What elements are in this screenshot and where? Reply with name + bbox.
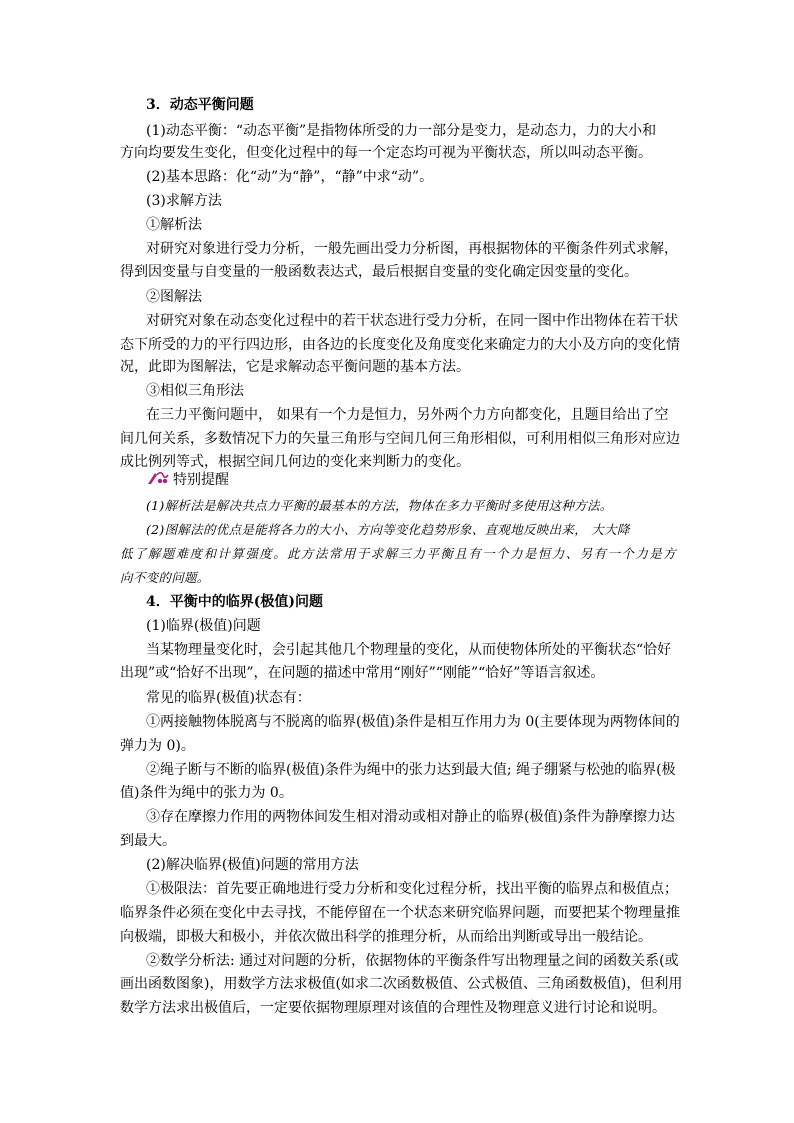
critical-state-1-line2: 弹力为 0)。 <box>120 738 195 754</box>
limit-method-line1: ①极限法：首先要正确地进行受力分析和变化过程分析，找出平衡的临界点和极值点； <box>146 881 678 897</box>
critical-problem-subtitle: (1)临界(极值)问题 <box>146 618 261 634</box>
method-analytic-line1: 对研究对象进行受力分析，一般先画出受力分析图，再根据物体的平衡条件列式求解， <box>146 241 678 257</box>
section-3-title: 3．动态平衡问题 <box>146 97 254 113</box>
critical-state-3-line1: ③存在摩擦力作用的两物体间发生相对滑动或相对静止的临界(极值)条件为静摩擦力达 <box>146 809 675 825</box>
critical-problem-line2: 出现”或“恰好不出现”，在问题的描述中常用“刚好”“刚能”“恰好”等语言叙述。 <box>120 665 605 681</box>
tip-note-2-line2: 低了解题难度和计算强度。此方法常用于求解三力平衡且有一个力是恒力、另有一个力是方 <box>120 546 676 561</box>
critical-state-1-line1: ①两接触物体脱离与不脱离的临界(极值)条件是相互作用力为 0(主要体现为两物体间的 <box>146 714 680 730</box>
method-graphic-line3: 况，此即为图解法，它是求解动态平衡问题的基本方法。 <box>120 359 470 375</box>
method-graphic-line2: 态下所受的力的平行四边形，由各边的长度变化及角度变化来确定力的大小及方向的变化情 <box>120 337 680 353</box>
tip-note-1: (1)解析法是解决共点力平衡的最基本的方法，物体在多力平衡时多使用这种方法。 <box>146 498 613 513</box>
math-method-line2: 画出函数图象)，用数学方法求极值(如求二次函数极值、公式极值、三角函数极值)，但利用 <box>120 976 683 992</box>
method-analytic-title: ①解析法 <box>146 217 202 233</box>
tip-note-2-line3: 向不变的问题。 <box>120 570 210 585</box>
paragraph-dynamic-balance-line2: 方向均要发生变化，但变化过程中的每一个定态均可视为平衡状态，所以叫动态平衡。 <box>120 145 652 161</box>
pencil-tip-icon <box>146 470 170 486</box>
critical-state-2-line1: ②绳子断与不断的临界(极值)条件为绳中的张力达到最大值; 绳子绷紧与松弛的临界(极 <box>146 762 676 778</box>
method-graphic-title: ②图解法 <box>146 289 202 305</box>
math-method-line1: ②数学分析法: 通过对问题的分析，依据物体的平衡条件写出物理量之间的函数关系(或 <box>146 953 679 969</box>
limit-method-line3: 向极端，即极大和极小，并依次做出科学的推理分析，从而给出判断或导出一般结论。 <box>120 929 652 945</box>
method-similar-triangle-line2: 间几何关系，多数情况下力的矢量三角形与空间几何三角形相似，可利用相似三角形对应边 <box>120 431 680 447</box>
tip-note-2-line1: (2)图解法的优点是能将各力的大小、方向等变化趋势形象、直观地反映出来， 大大降 <box>146 522 630 537</box>
method-analytic-line2: 得到因变量与自变量的一般函数表达式，最后根据自变量的变化确定因变量的变化。 <box>120 264 638 280</box>
method-similar-triangle-line3: 成比例列等式，根据空间几何边的变化来判断力的变化。 <box>120 454 470 470</box>
method-graphic-line1: 对研究对象在动态变化过程中的若干状态进行受力分析，在同一图中作出物体在若干状 <box>146 313 678 329</box>
critical-state-2-line2: 值)条件为绳中的张力为 0。 <box>120 785 293 801</box>
paragraph-basic-idea: (2)基本思路：化“动”为“静”，“静”中求“动”。 <box>146 169 434 185</box>
paragraph-dynamic-balance-line1: (1)动态平衡：“动态平衡”是指物体所受的力一部分是变力，是动态力，力的大小和 <box>146 123 657 139</box>
paragraph-solve-methods: (3)求解方法 <box>146 193 222 209</box>
method-similar-triangle-line1: 在三力平衡问题中， 如果有一个力是恒力，另外两个力方向都变化，且题目给出了空 <box>146 407 669 423</box>
tip-label: 特别提醒 <box>173 472 229 488</box>
limit-method-line2: 临界条件必须在变化中去寻找，不能停留在一个状态来研究临界问题，而要把某个物理量推 <box>120 905 680 921</box>
method-similar-triangle-title: ③相似三角形法 <box>146 383 244 399</box>
common-critical-states: 常见的临界(极值)状态有： <box>146 690 311 706</box>
solution-methods-subtitle: (2)解决临界(极值)问题的常用方法 <box>146 857 359 873</box>
math-method-line3: 数学方法求出极值后，一定要依据物理原理对该值的合理性及物理意义进行讨论和说明。 <box>120 1000 666 1016</box>
critical-problem-line1: 当某物理量变化时，会引起其他几个物理量的变化，从而使物体所处的平衡状态“恰好 <box>146 642 672 658</box>
section-4-title: 4．平衡中的临界(极值)问题 <box>146 594 323 610</box>
critical-state-3-line2: 到最大。 <box>120 833 176 849</box>
